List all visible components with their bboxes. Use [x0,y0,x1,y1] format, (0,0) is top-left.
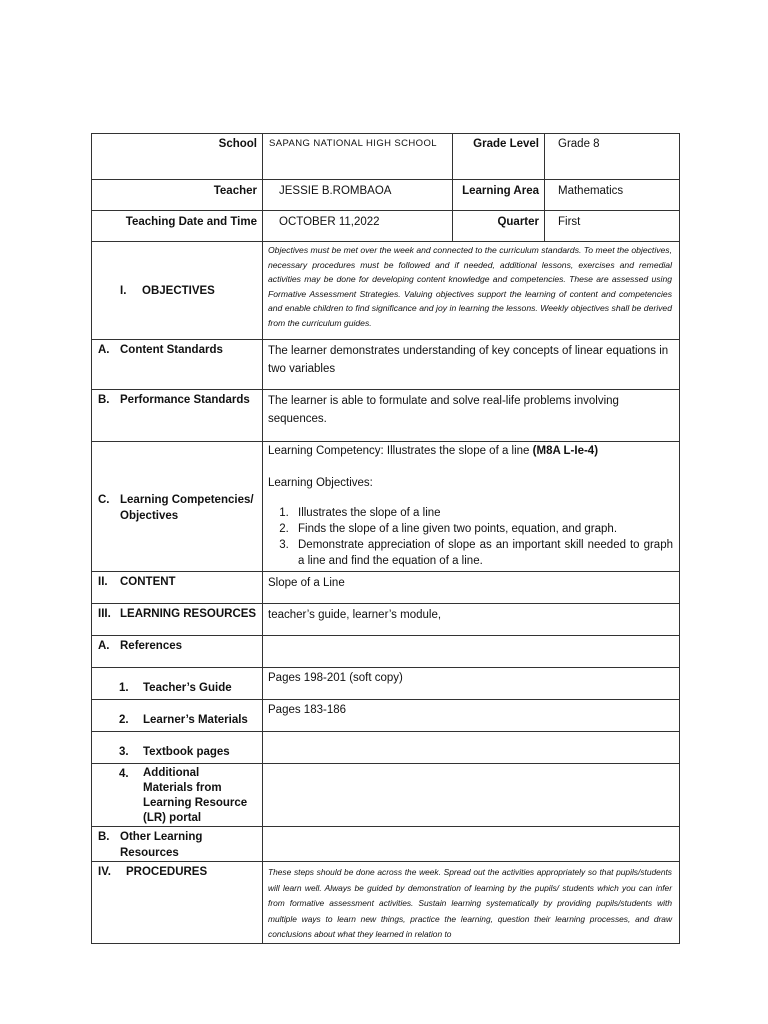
objectives-row [92,242,680,340]
content-row [92,572,680,604]
additional-materials-row [92,764,680,827]
procedures-row [92,862,680,944]
teacher-value: JESSIE B.ROMBAOA [263,180,453,211]
content-standards-row [92,340,680,390]
procedures-note: These steps should be done across the week. Spread out the activities appropriately so that pupils/students will learn well. Always be guided by demonstration of learning by the pupils/ students which you can infer from formative assessment activities. Sustain learning systematically by providing pupils/students with multiple ways to learn new things, practice the learning, question their learning processes, and draw conclusions about what they learned in relation to [263,862,680,944]
other-resources-label: B. Other Learning Resources [98,831,203,859]
competencies-label: C. Learning Competencies/ Objectives [98,493,254,522]
teaching-date-label: Teaching Date and Time [92,211,263,242]
quarter-value: First [545,211,680,242]
school-value: SAPANG NATIONAL HIGH SCHOOL [263,134,453,180]
lesson-plan-page [91,133,679,944]
references-row [92,636,680,668]
content-standards-value: The learner demonstrates understanding of key concepts of linear equations in two variables [263,340,680,390]
objectives-note: Objectives must be met over the week and connected to the curriculum standards. To meet the objectives, necessary procedures must be followed and if needed, additional lessons, exercises and remedial activities may be done for developing content knowledge and competencies. These are assessed using Formative Assessment Strategies. Valuing objectives support the learning of content and competencies and enable children to find significance and joy in learning the lessons. Weekly objectives shall be derived from the curriculum guides. [263,242,680,340]
additional-materials-label: 4. Additional Materials from Learning Resource (LR) portal [119,767,248,824]
textbook-pages-value [263,732,680,764]
learners-materials-value: Pages 183-186 [263,700,680,732]
quarter-label: Quarter [453,211,545,242]
list-item: 1. Illustrates the slope of a line [292,505,673,521]
other-resources-row [92,827,680,862]
performance-standards-label: B. Performance Standards [98,394,250,406]
procedures-label: IV. PROCEDURES [98,866,208,878]
learning-objectives-list [268,505,673,569]
content-standards-label: A. Content Standards [98,344,223,356]
teachers-guide-row [92,668,680,700]
references-value [263,636,680,668]
list-item: 2. Finds the slope of a line given two points, equation, and graph. [292,521,673,537]
learning-objectives-heading: Learning Objectives: [268,477,373,489]
learning-resources-label: III. LEARNING RESOURCES [98,608,257,620]
references-label: A. References [98,640,183,652]
competency-code: (M8A L-Ie-4) [532,445,599,457]
learning-area-label: Learning Area [453,180,545,211]
performance-standards-row [92,390,680,442]
header-row-school [92,134,680,180]
lesson-plan-table [91,133,680,944]
teachers-guide-value: Pages 198-201 (soft copy) [263,668,680,700]
grade-level-label: Grade Level [453,134,545,180]
textbook-pages-row [92,732,680,764]
learning-area-value: Mathematics [545,180,680,211]
content-value: Slope of a Line [263,572,680,604]
grade-level-value: Grade 8 [545,134,680,180]
learners-materials-row [92,700,680,732]
performance-standards-value: The learner is able to formulate and solve real-life problems involving sequences. [263,390,680,442]
teachers-guide-label: 1. Teacher’s Guide [119,682,232,694]
teaching-date-value: OCTOBER 11,2022 [263,211,453,242]
learning-resources-value: teacher’s guide, learner’s module, [263,604,680,636]
learning-competency: Learning Competency: Illustrates the slope of a line (M8A L-Ie-4) [268,445,599,457]
header-row-date [92,211,680,242]
learning-resources-row [92,604,680,636]
school-label: School [92,134,263,180]
teacher-label: Teacher [92,180,263,211]
textbook-pages-label: 3. Textbook pages [119,746,230,758]
competencies-row [92,442,680,572]
objectives-heading: I. OBJECTIVES [120,284,215,297]
header-row-teacher [92,180,680,211]
additional-materials-value [263,764,680,827]
learners-materials-label: 2. Learner’s Materials [119,714,248,726]
other-resources-value [263,827,680,862]
list-item: 3. Demonstrate appreciation of slope as an important skill needed to graph a line and find the equation of a line. [292,537,673,569]
content-label: II. CONTENT [98,576,176,588]
